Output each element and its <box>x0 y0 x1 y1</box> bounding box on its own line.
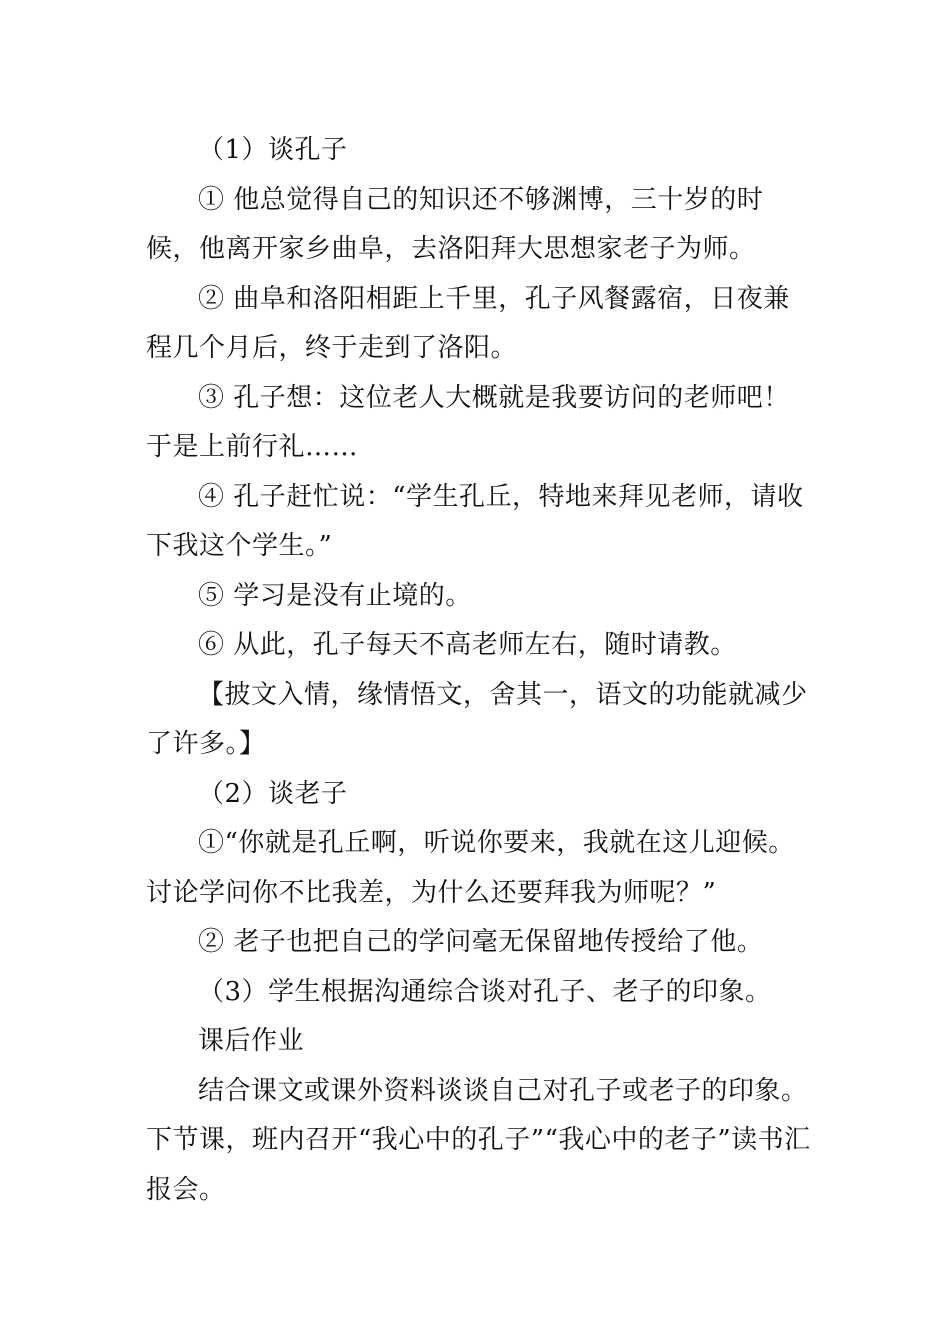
document-body <box>146 126 816 1215</box>
homework-heading: 课后作业 <box>198 1026 305 1056</box>
paragraph-laozi-2: ② 老子也把自己的学问毫无保留地传授给了他。 <box>198 927 764 957</box>
paragraph-item-4: ④ 孔子赶忙说：“学生孔丘，特地来拜见老师，请收下我这个学生。” <box>146 481 804 561</box>
paragraph-item-6: ⑥ 从此，孔子每天不高老师左右，随时请教。 <box>198 630 737 660</box>
teaching-note: 【披文入情，缘情悟文，舍其一，语文的功能就减少了许多。】 <box>146 679 808 759</box>
paragraph-item-3: ③ 孔子想：这位老人大概就是我要访问的老师吧！于是上前行礼…… <box>146 382 790 462</box>
section-heading-impression: （3）学生根据沟通综合谈对孔子、老子的印象。 <box>198 976 772 1007</box>
section-heading-confucius: （1）谈孔子 <box>198 135 348 165</box>
section-heading-laozi: （2）谈老子 <box>198 778 348 809</box>
paragraph-item-1: ① 他总觉得自己的知识还不够渊博，三十岁的时候，他离开家乡曲阜，去洛阳拜大思想家老子为师。 <box>146 184 764 264</box>
paragraph-item-5: ⑤ 学习是没有止境的。 <box>198 580 472 611</box>
paragraph-laozi-1: ①“你就是孔丘啊，听说你要来，我就在这儿迎候。讨论学问你不比我差，为什么还要拜我为师呢？” <box>146 828 795 908</box>
paragraph-item-2: ② 曲阜和洛阳相距上千里，孔子风餐露宿，日夜兼程几个月后，终于走到了洛阳。 <box>146 283 790 363</box>
homework-text: 结合课文或课外资料谈谈自己对孔子或老子的印象。下节课，班内召开“我心中的孔子”“我心中的老子”读书汇报会。 <box>146 1075 811 1205</box>
